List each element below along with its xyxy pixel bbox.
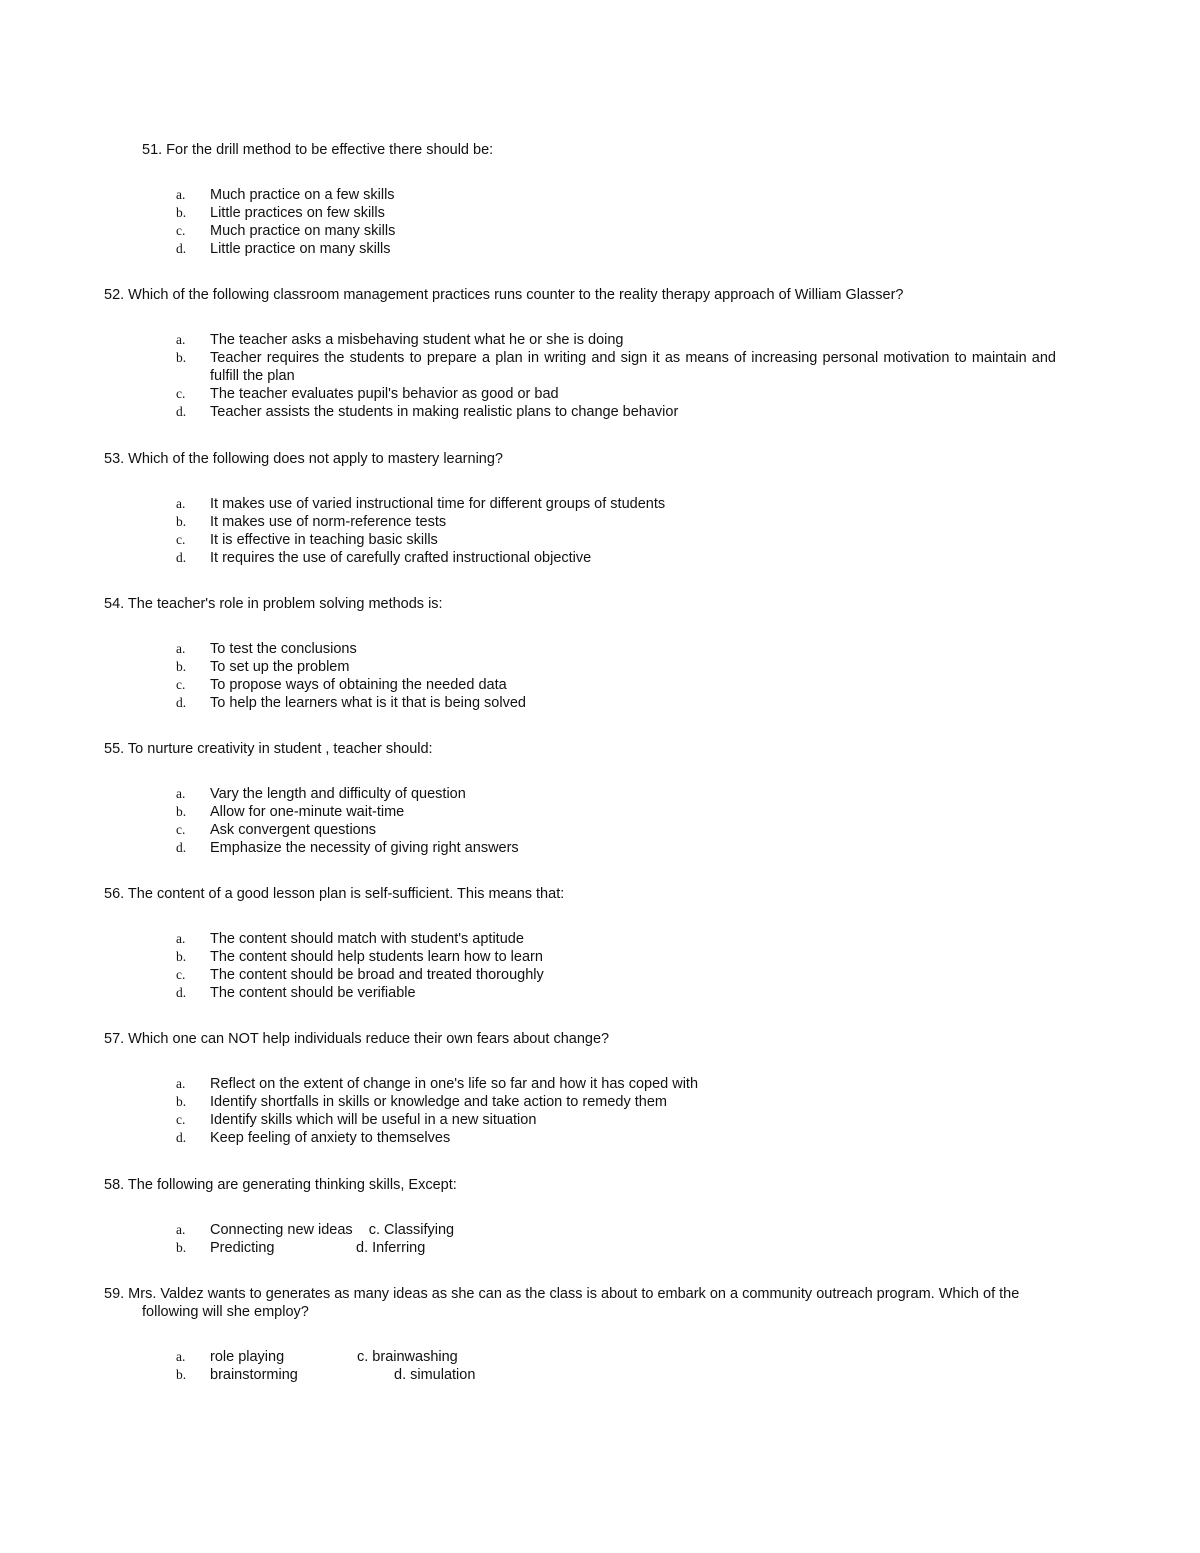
option-letter: a. bbox=[176, 641, 186, 656]
option-text: It requires the use of carefully crafted instructional objective bbox=[210, 550, 592, 566]
option-a bbox=[104, 785, 1064, 803]
option-text bbox=[210, 1348, 1064, 1366]
option-text: Vary the length and difficulty of question bbox=[210, 786, 466, 802]
question-stem: 54. The teacher's role in problem solving methods is: bbox=[104, 596, 443, 612]
option-letter: b. bbox=[176, 1367, 187, 1382]
option-text: To test the conclusions bbox=[210, 641, 357, 657]
option-letter: c. bbox=[176, 1112, 186, 1127]
option-list bbox=[104, 640, 1064, 712]
option-d bbox=[104, 403, 1064, 421]
option-text: Identify shortfalls in skills or knowledge and take action to remedy them bbox=[210, 1094, 667, 1110]
option-text: Little practice on many skills bbox=[210, 241, 391, 257]
question-51 bbox=[104, 141, 1064, 258]
option-text-secondary: c. brainwashing bbox=[357, 1349, 458, 1365]
option-text: Emphasize the necessity of giving right answers bbox=[210, 840, 519, 856]
option-list bbox=[104, 331, 1064, 421]
option-list bbox=[104, 785, 1064, 857]
option-text: Reflect on the extent of change in one's life so far and how it has coped with bbox=[210, 1076, 699, 1092]
option-text: To propose ways of obtaining the needed data bbox=[210, 677, 507, 693]
option-a bbox=[104, 331, 1064, 349]
option-letter: b. bbox=[176, 514, 187, 529]
option-text: The content should help students learn how to learn bbox=[210, 949, 543, 965]
option-d bbox=[104, 984, 1064, 1002]
option-c bbox=[104, 966, 1064, 984]
option-letter: a. bbox=[176, 496, 186, 511]
option-text bbox=[210, 1239, 1064, 1257]
option-text-primary: role playing bbox=[210, 1349, 285, 1365]
option-text: It is effective in teaching basic skills bbox=[210, 532, 438, 548]
option-c bbox=[104, 385, 1064, 403]
option-letter: b. bbox=[176, 659, 187, 674]
option-text: The teacher asks a misbehaving student what he or she is doing bbox=[210, 332, 624, 348]
option-text-secondary: d. simulation bbox=[394, 1367, 476, 1383]
option-text: To help the learners what is it that is being solved bbox=[210, 695, 526, 711]
option-d bbox=[104, 839, 1064, 857]
option-c bbox=[104, 676, 1064, 694]
option-c bbox=[104, 821, 1064, 839]
option-b bbox=[104, 948, 1064, 966]
option-a bbox=[104, 1221, 1064, 1239]
option-letter: c. bbox=[176, 223, 186, 238]
question-stem: 53. Which of the following does not apply to mastery learning? bbox=[104, 451, 503, 467]
option-letter: a. bbox=[176, 1349, 186, 1364]
option-letter: d. bbox=[176, 695, 187, 710]
option-list bbox=[104, 495, 1064, 567]
option-text: Much practice on many skills bbox=[210, 223, 396, 239]
option-text: Little practices on few skills bbox=[210, 205, 385, 221]
option-c bbox=[104, 222, 1064, 240]
option-letter: d. bbox=[176, 1130, 187, 1145]
option-text: Identify skills which will be useful in a new situation bbox=[210, 1112, 537, 1128]
option-letter: d. bbox=[176, 550, 187, 565]
option-text bbox=[210, 1221, 1064, 1239]
question-58 bbox=[104, 1176, 1064, 1257]
option-letter: c. bbox=[176, 967, 186, 982]
option-a bbox=[104, 930, 1064, 948]
option-text-secondary: d. Inferring bbox=[356, 1240, 426, 1256]
option-text-primary: Predicting bbox=[210, 1240, 275, 1256]
option-d bbox=[104, 694, 1064, 712]
option-b bbox=[104, 1093, 1064, 1111]
option-text-secondary: c. Classifying bbox=[368, 1222, 455, 1238]
option-letter: a. bbox=[176, 1076, 186, 1091]
question-stem: 52. Which of the following classroom management practices runs counter to the reality therapy approach of William Glasser? bbox=[104, 287, 904, 303]
option-b bbox=[104, 803, 1064, 821]
question-stem: 51. For the drill method to be effective there should be: bbox=[142, 142, 494, 158]
option-text: It makes use of norm-reference tests bbox=[210, 514, 447, 530]
option-letter: b. bbox=[176, 1094, 187, 1109]
option-letter: d. bbox=[176, 985, 187, 1000]
option-letter: c. bbox=[176, 822, 186, 837]
option-text: Much practice on a few skills bbox=[210, 187, 395, 203]
option-text: Teacher assists the students in making realistic plans to change behavior bbox=[210, 404, 679, 420]
option-letter: b. bbox=[176, 949, 187, 964]
option-text: Keep feeling of anxiety to themselves bbox=[210, 1130, 451, 1146]
option-letter: c. bbox=[176, 677, 186, 692]
option-text: The teacher evaluates pupil's behavior as good or bad bbox=[210, 386, 559, 402]
question-stem: 58. The following are generating thinking skills, Except: bbox=[104, 1177, 457, 1193]
option-c bbox=[104, 531, 1064, 549]
question-59 bbox=[104, 1285, 1064, 1384]
option-list bbox=[104, 1348, 1064, 1384]
option-d bbox=[104, 549, 1064, 567]
option-a bbox=[104, 640, 1064, 658]
option-d bbox=[104, 240, 1064, 258]
option-text: To set up the problem bbox=[210, 659, 350, 675]
option-letter: c. bbox=[176, 532, 186, 547]
option-letter: d. bbox=[176, 840, 187, 855]
option-letter: b. bbox=[176, 350, 187, 365]
option-letter: a. bbox=[176, 332, 186, 347]
option-letter: b. bbox=[176, 1240, 187, 1255]
option-letter: a. bbox=[176, 931, 186, 946]
option-a bbox=[104, 495, 1064, 513]
option-b bbox=[104, 658, 1064, 676]
option-c bbox=[104, 1111, 1064, 1129]
option-letter: b. bbox=[176, 205, 187, 220]
question-stem: 55. To nurture creativity in student , teacher should: bbox=[104, 741, 433, 757]
option-letter: c. bbox=[176, 386, 186, 401]
option-b bbox=[104, 513, 1064, 531]
option-b bbox=[104, 349, 1064, 385]
question-57 bbox=[104, 1030, 1064, 1147]
option-text-primary: brainstorming bbox=[210, 1367, 298, 1383]
question-52 bbox=[104, 286, 1064, 421]
option-letter: a. bbox=[176, 1222, 186, 1237]
option-list bbox=[104, 186, 1064, 258]
option-letter: d. bbox=[176, 241, 187, 256]
option-b bbox=[104, 1239, 1064, 1257]
option-text: The content should be broad and treated thoroughly bbox=[210, 967, 544, 983]
option-text bbox=[210, 1366, 1064, 1384]
option-text: Ask convergent questions bbox=[210, 822, 377, 838]
question-54 bbox=[104, 595, 1064, 712]
option-letter: a. bbox=[176, 786, 186, 801]
option-text: Allow for one-minute wait-time bbox=[210, 804, 405, 820]
question-stem: 56. The content of a good lesson plan is self-sufficient. This means that: bbox=[104, 886, 565, 902]
option-list bbox=[104, 1221, 1064, 1257]
option-d bbox=[104, 1129, 1064, 1147]
option-b bbox=[104, 204, 1064, 222]
question-53 bbox=[104, 450, 1064, 567]
option-text: Teacher requires the students to prepare a plan in writing and sign it as means of increasing personal motivation to maintain and fulfill the plan bbox=[210, 350, 1056, 384]
option-a bbox=[104, 186, 1064, 204]
option-text: It makes use of varied instructional time for different groups of students bbox=[210, 496, 666, 512]
option-b bbox=[104, 1366, 1064, 1384]
option-text: The content should match with student's aptitude bbox=[210, 931, 524, 947]
question-stem: 57. Which one can NOT help individuals reduce their own fears about change? bbox=[104, 1031, 610, 1047]
option-text-primary: Connecting new ideas bbox=[210, 1222, 353, 1238]
question-56 bbox=[104, 885, 1064, 1002]
option-letter: b. bbox=[176, 804, 187, 819]
option-a bbox=[104, 1348, 1064, 1366]
option-list bbox=[104, 930, 1064, 1002]
option-letter: a. bbox=[176, 187, 186, 202]
question-stem: 59. Mrs. Valdez wants to generates as many ideas as she can as the class is about to embark on a community outreach program. Which of the following will she employ? bbox=[104, 1286, 1020, 1320]
option-a bbox=[104, 1075, 1064, 1093]
option-list bbox=[104, 1075, 1064, 1147]
option-text: The content should be verifiable bbox=[210, 985, 416, 1001]
question-55 bbox=[104, 740, 1064, 857]
option-letter: d. bbox=[176, 404, 187, 419]
